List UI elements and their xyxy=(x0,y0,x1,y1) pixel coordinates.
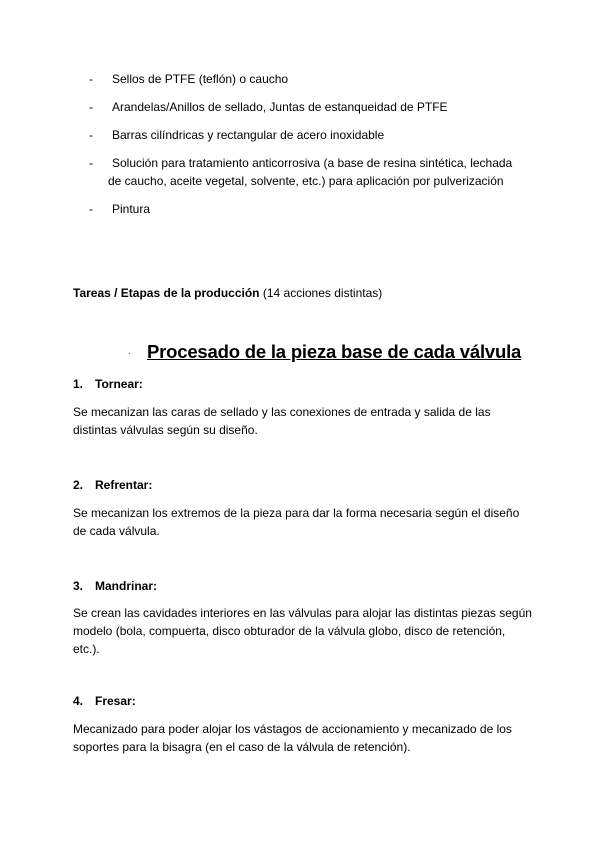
step-title: Mandrinar: xyxy=(95,579,158,593)
list-dash: - xyxy=(89,202,93,216)
material-item-text: Sellos de PTFE (teflón) o caucho xyxy=(112,72,289,86)
material-item-text: Pintura xyxy=(112,202,151,216)
section-title: Procesado de la pieza base de cada válvula xyxy=(147,341,522,362)
step-heading xyxy=(73,476,152,494)
material-item-text: Barras cilíndricas y rectangular de acero inoxidable xyxy=(112,128,385,142)
step-description: Se mecanizan las caras de sellado y las conexiones de entrada y salida de las distintas válvulas según su diseño. xyxy=(73,405,491,437)
step-number: 4. xyxy=(73,694,84,708)
material-item-text: Arandelas/Anillos de sellado, Juntas de estanqueidad de PTFE xyxy=(112,100,448,114)
step-heading xyxy=(73,577,157,595)
material-item xyxy=(89,154,528,190)
material-item-text: Solución para tratamiento anticorrosiva (a base de resina sintética, lechada de caucho, aceite vegetal, solvente, etc.) para aplicación por pulverización xyxy=(108,156,513,188)
list-dash: - xyxy=(89,128,93,142)
step-description: Mecanizado para poder alojar los vástagos de accionamiento y mecanizado de los soportes para la bisagra (en el caso de la válvula de retención). xyxy=(73,722,512,754)
step-number: 2. xyxy=(73,478,84,492)
step-description: Se mecanizan los extremos de la pieza para dar la forma necesaria según el diseño de cada válvula. xyxy=(73,506,520,538)
step-number: 1. xyxy=(73,377,84,391)
step-title: Tornear: xyxy=(95,377,143,391)
material-item xyxy=(89,98,532,116)
tasks-label: Tareas / Etapas de la producción xyxy=(73,286,260,300)
step-heading xyxy=(73,375,143,393)
list-dash: - xyxy=(89,156,93,170)
step-heading xyxy=(73,692,136,710)
tasks-note: (14 acciones distintas) xyxy=(262,286,383,300)
material-item xyxy=(89,126,532,144)
list-dash: - xyxy=(89,72,93,86)
step-description: Se crean las cavidades interiores en las válvulas para alojar las distintas piezas según modelo (bola, compuerta, disco obturador de la válvula globo, disco de retención, etc.). xyxy=(73,606,532,656)
tasks-heading xyxy=(73,284,382,302)
step-title: Refrentar: xyxy=(95,478,153,492)
step-number: 3. xyxy=(73,579,84,593)
material-item xyxy=(89,70,532,88)
list-dash: - xyxy=(89,100,93,114)
step-title: Fresar: xyxy=(95,694,136,708)
section-bullet: · xyxy=(128,349,131,358)
material-item xyxy=(89,200,532,218)
